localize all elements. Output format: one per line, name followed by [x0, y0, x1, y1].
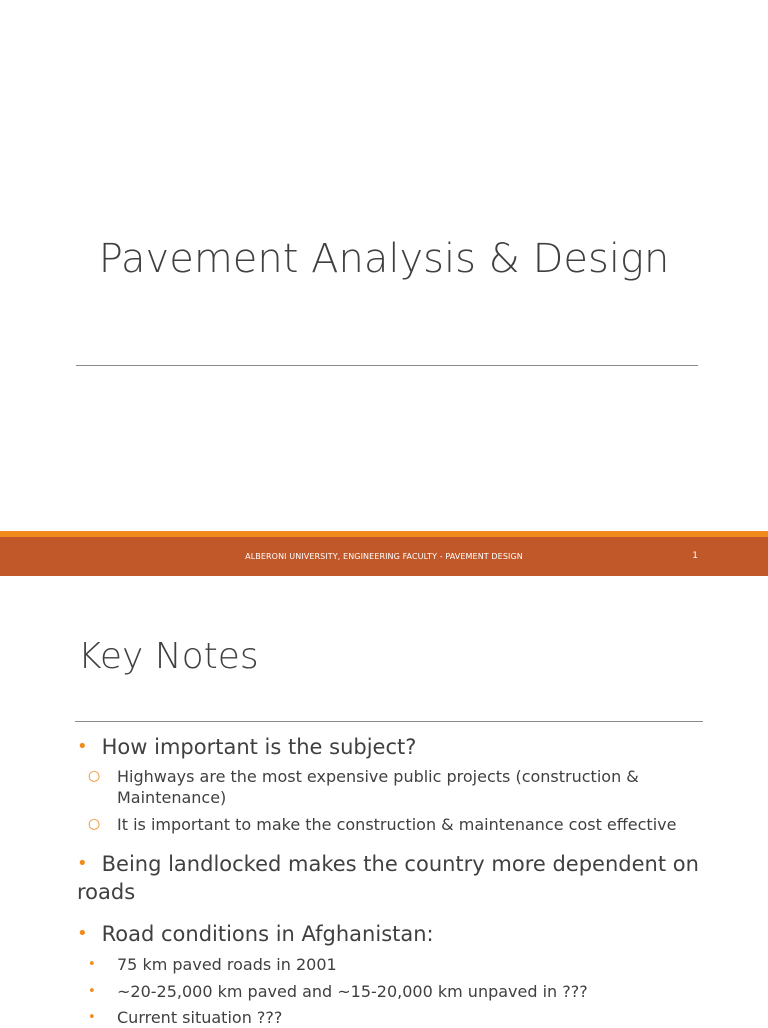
sub-bullet-item [88, 954, 677, 975]
bullet-text: How important is the subject? [101, 735, 417, 759]
sub-bullet-text: 75 km paved roads in 2001 [117, 955, 337, 974]
bullet-dot-icon: • [77, 853, 88, 874]
sub-bullet-item [88, 1007, 677, 1028]
bullet-item [77, 851, 707, 906]
footer-text: ALBERONI UNIVERSITY, ENGINEERING FACULTY - PAVEMENT DESIGN [245, 552, 523, 561]
sub-bullet-text: Current situation ??? [117, 1008, 283, 1027]
hollow-circle-bullet-icon: ○ [88, 816, 101, 832]
bullet-text: Being landlocked makes the country more dependent on roads [77, 852, 699, 904]
bullet-dot-icon: • [77, 736, 88, 757]
sub-bullet-item [88, 814, 677, 835]
slide-heading: Key Notes [78, 636, 259, 677]
title-divider [76, 365, 698, 366]
bullet-item [77, 734, 707, 762]
filled-dot-bullet-icon: • [88, 984, 96, 999]
bullet-dot-icon: • [77, 923, 88, 944]
slide-title: Pavement Analysis & Design [98, 236, 670, 282]
hollow-circle-bullet-icon: ○ [88, 768, 101, 784]
bullet-text: Road conditions in Afghanistan: [101, 922, 434, 946]
key-notes-slide [0, 576, 768, 1027]
sub-bullet-text: It is important to make the construction & maintenance cost effective [117, 815, 677, 834]
sub-bullet-item [88, 766, 677, 808]
heading-divider [75, 721, 703, 722]
sub-bullet-text: ~20-25,000 km paved and ~15-20,000 km unpaved in ??? [117, 982, 588, 1001]
filled-dot-bullet-icon: • [88, 1010, 96, 1025]
slide-footer [0, 537, 768, 576]
bullet-item [77, 921, 707, 949]
filled-dot-bullet-icon: • [88, 957, 96, 972]
sub-bullet-item [88, 981, 677, 1002]
page-number: 1 [692, 551, 698, 561]
sub-bullet-text: Highways are the most expensive public projects (construction & Maintenance) [117, 767, 639, 807]
